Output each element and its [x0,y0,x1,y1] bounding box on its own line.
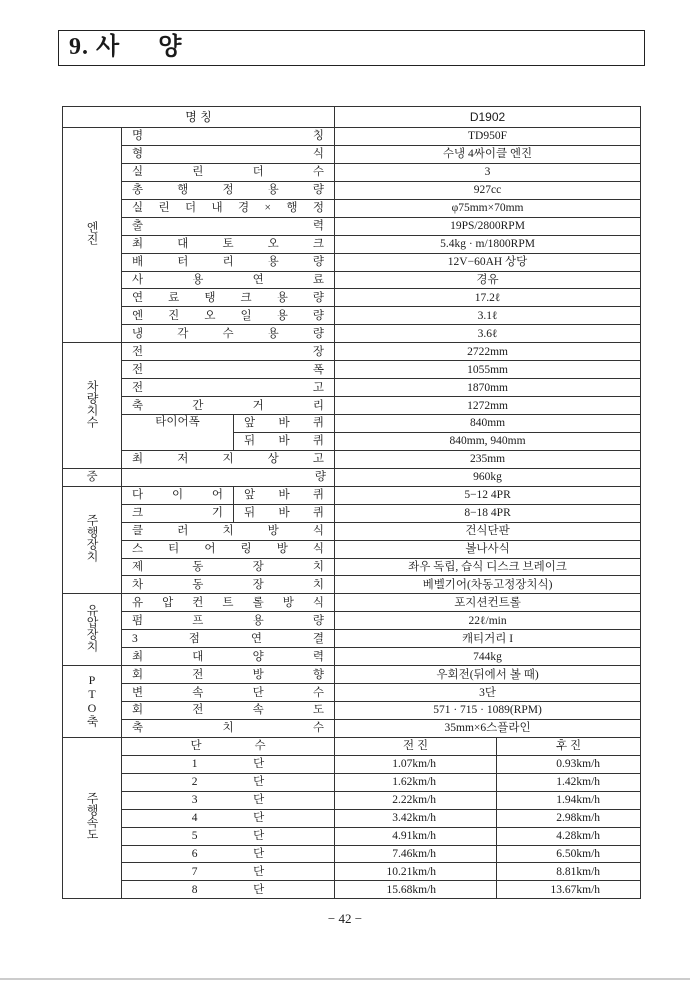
scan-bottom-edge [0,978,690,980]
spec-value: 1272mm [335,397,641,415]
spec-label: 총 행 정 용 량 [122,181,335,199]
category-engine: 엔진 [63,128,122,343]
spec-label: 축 간 거 리 [122,397,335,415]
gear-cell: 4 단 [122,809,335,827]
forward-speed: 1.62km/h [335,773,497,791]
spec-value: 17.2ℓ [335,289,641,307]
header-name: 명 칭 [63,107,335,128]
page-number: − 42 − [327,911,363,926]
table-row [63,379,641,397]
table-row [63,415,641,433]
section-title [58,30,645,66]
forward-speed: 7.46km/h [335,845,497,863]
table-row [63,809,641,827]
table-row [63,594,641,612]
gear-cell: 5 단 [122,827,335,845]
spec-label: 펌 프 용 량 [122,612,335,630]
spec-value: 1055mm [335,361,641,379]
table-row [63,863,641,881]
spec-label: 배 터 리 용 량 [122,253,335,271]
gear-cell: 3 단 [122,791,335,809]
section-title-char-2: 양 [158,34,183,60]
table-row [63,107,641,128]
spec-label: 실 린 더 수 [122,163,335,181]
table-row [63,845,641,863]
spec-value: 3단 [335,684,641,702]
table-row [63,827,641,845]
table-row [63,307,641,325]
reverse-speed: 1.42km/h [497,773,641,791]
reverse-speed: 0.93km/h [497,755,641,773]
table-row [63,737,641,755]
forward-speed: 10.21km/h [335,863,497,881]
table-row [63,128,641,146]
table-row [63,773,641,791]
reverse-speed: 1.94km/h [497,791,641,809]
spec-label: 차 동 장 치 [122,576,335,594]
table-row [63,397,641,415]
spec-label: 3 점 연 결 [122,630,335,648]
table-row [63,612,641,630]
spec-value: 1870mm [335,379,641,397]
table-row [63,343,641,361]
table-row [63,719,641,737]
spec-value: φ75mm×70mm [335,199,641,217]
table-row [63,684,641,702]
spec-label: 제 동 장 치 [122,558,335,576]
category-hydraulic: 유압장치 [63,594,122,666]
table-row [63,881,641,899]
spec-value: 235mm [335,450,641,468]
spec-value: 수냉 4싸이클 엔진 [335,145,641,163]
spec-label: 명 칭 [122,128,335,146]
spec-label: 실 린 더 내 경 × 행 정 [122,199,335,217]
table-row [63,181,641,199]
table-row [63,648,641,666]
forward-speed: 4.91km/h [335,827,497,845]
table-row [63,325,641,343]
spec-value: 5.4kg · m/1800RPM [335,235,641,253]
table-row [63,145,641,163]
spec-value: 볼나사식 [335,540,641,558]
weight-label: 량 [122,468,335,486]
spec-label: 형 식 [122,145,335,163]
table-row [63,199,641,217]
spec-value: 927cc [335,181,641,199]
table-row [63,755,641,773]
table-row [63,271,641,289]
table-row [63,702,641,720]
table-row [63,791,641,809]
spec-label: 최 대 토 오 크 [122,235,335,253]
table-row [63,450,641,468]
spec-label: 최 대 양 력 [122,648,335,666]
spec-label: 냉 각 수 용 량 [122,325,335,343]
table-row [63,235,641,253]
spec-label: 전 장 [122,343,335,361]
spec-value: 744kg [335,648,641,666]
category-pto: PTO축 [63,666,122,738]
forward-speed: 3.42km/h [335,809,497,827]
weight-cat: 중 [63,468,122,486]
reverse-speed: 8.81km/h [497,863,641,881]
header-model: D1902 [335,107,641,128]
spec-value: 좌우 독립, 습식 디스크 브레이크 [335,558,641,576]
reverse-speed: 4.28km/h [497,827,641,845]
spec-label: 엔 진 오 일 용 량 [122,307,335,325]
spec-label: 축 치 수 [122,719,335,737]
spec-label: 회 전 속 도 [122,702,335,720]
spec-value: 840mm, 940mm [335,432,641,450]
table-row [63,540,641,558]
spec-label: 연 료 탱 크 용 량 [122,289,335,307]
table-row [63,253,641,271]
spec-label: 유 압 컨 트 롤 방 식 [122,594,335,612]
reverse-speed: 6.50km/h [497,845,641,863]
spec-label: 앞 바 퀴 [234,415,335,433]
spec-label: 변 속 단 수 [122,684,335,702]
spec-table [62,106,641,899]
forward-speed: 2.22km/h [335,791,497,809]
table-row [63,163,641,181]
spec-table-body [63,107,641,899]
spec-value: 건식단판 [335,522,641,540]
spec-value: 12V−60AH 상당 [335,253,641,271]
spec-value: 경유 [335,271,641,289]
table-row [63,630,641,648]
gear-cell: 8 단 [122,881,335,899]
spec-value: 포지션컨트롤 [335,594,641,612]
table-row [63,504,641,522]
spec-value: 5−12 4PR [335,486,641,504]
table-row [63,217,641,235]
table-row [63,576,641,594]
gear-cell: 1 단 [122,755,335,773]
forward-speed: 1.07km/h [335,755,497,773]
spec-value: 571 · 715 · 1089(RPM) [335,702,641,720]
tire-label-b: 크 기 [122,504,234,522]
spec-value: 3 [335,163,641,181]
category-dimensions: 차량치수 [63,343,122,469]
spec-label: 회 전 방 향 [122,666,335,684]
table-row [63,558,641,576]
speed-head-reverse: 후 진 [497,737,641,755]
spec-label: 스 티 어 링 방 식 [122,540,335,558]
reverse-speed: 13.67km/h [497,881,641,899]
tire-label-a: 다 이 어 [122,486,234,504]
forward-speed: 15.68km/h [335,881,497,899]
spec-value: 19PS/2800RPM [335,217,641,235]
spec-label: 클 러 치 방 식 [122,522,335,540]
speed-head-forward: 전 진 [335,737,497,755]
table-row [63,486,641,504]
spec-value: 캐티거리 I [335,630,641,648]
gear-cell: 6 단 [122,845,335,863]
gear-cell: 7 단 [122,863,335,881]
category-speed: 주행속도 [63,737,122,898]
table-row [63,468,641,486]
spec-label: 뒤 바 퀴 [234,432,335,450]
spec-value: 840mm [335,415,641,433]
spec-label: 앞 바 퀴 [234,486,335,504]
spec-value: 8−18 4PR [335,504,641,522]
spec-label: 뒤 바 퀴 [234,504,335,522]
tread-label: 타이어폭 [122,415,234,451]
spec-value: 960kg [335,468,641,486]
gear-cell: 2 단 [122,773,335,791]
spec-value: 3.1ℓ [335,307,641,325]
section-title-char-1: 사 [96,34,121,60]
spec-label: 전 폭 [122,361,335,379]
spec-label: 사 용 연 료 [122,271,335,289]
speed-head-gear: 단 수 [122,737,335,755]
spec-label: 최 저 지 상 고 [122,450,335,468]
table-row [63,289,641,307]
spec-label: 전 고 [122,379,335,397]
spec-value: 베벨기어(차동고정장치식) [335,576,641,594]
reverse-speed: 2.98km/h [497,809,641,827]
category-drive: 주행장치 [63,486,122,594]
spec-value: TD950F [335,128,641,146]
section-number: 9. [69,34,89,60]
table-row [63,361,641,379]
spec-value: 우회전(뒤에서 볼 때) [335,666,641,684]
table-row [63,666,641,684]
table-row [63,522,641,540]
spec-value: 3.6ℓ [335,325,641,343]
spec-value: 22ℓ/min [335,612,641,630]
spec-label: 출 력 [122,217,335,235]
spec-value: 2722mm [335,343,641,361]
spec-value: 35mm×6스플라인 [335,719,641,737]
